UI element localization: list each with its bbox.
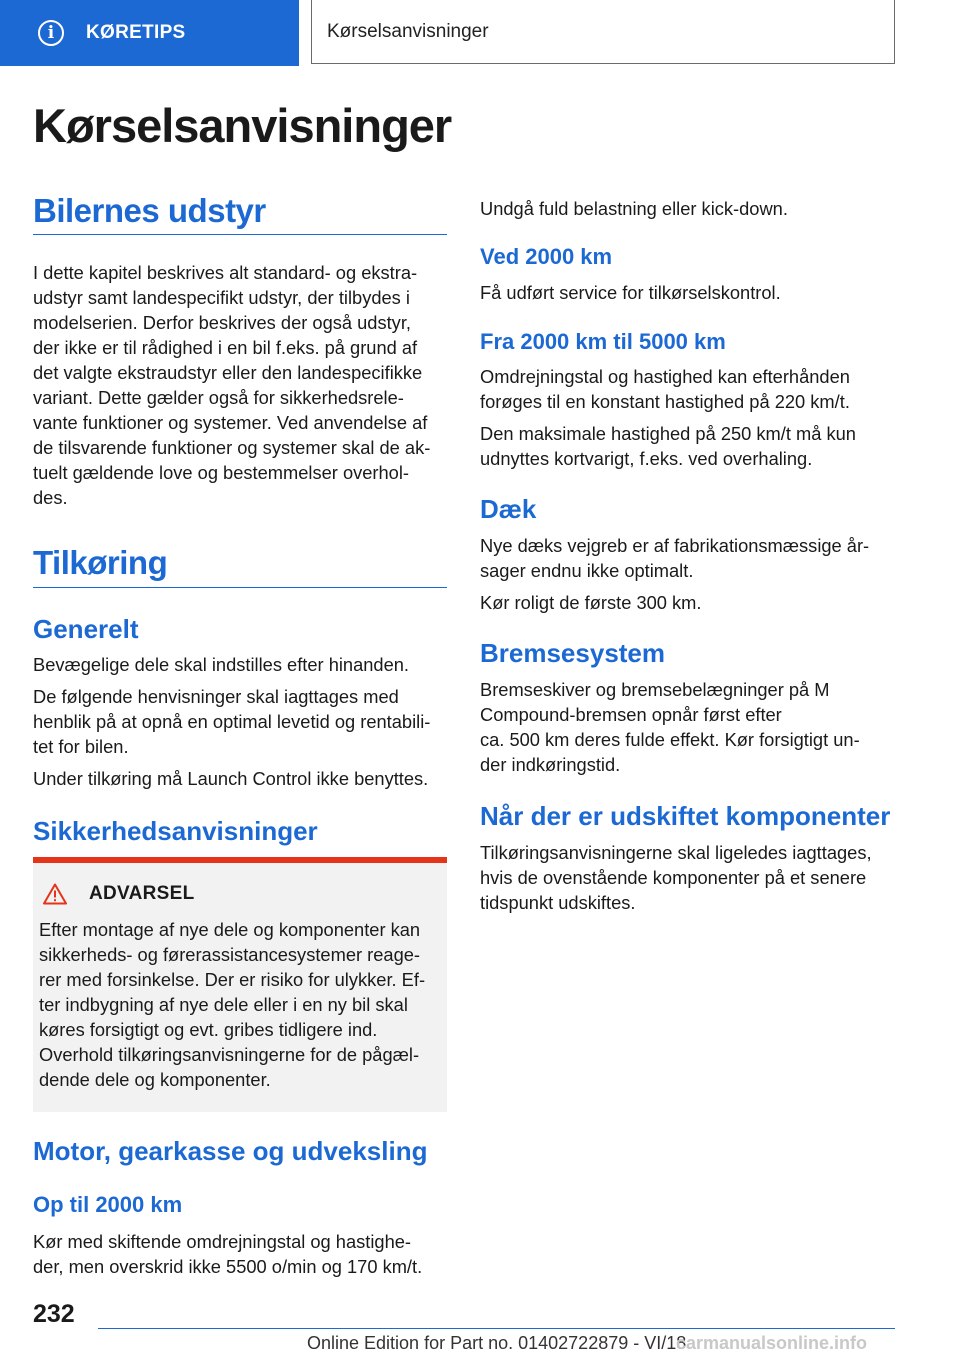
paragraph-bilernes-udstyr: I dette kapitel beskrives alt standard- og ekstra- udstyr samt landespecifikt udstyr, der tilbydes i modelserien. Derfor beskrives der også udstyr, der ikke er til rådighed i en bil f.eks. på grund af det valgte ekstraudstyr eller den landespecifikke variant. Dette gælder også for sikkerhedsrele- vante funktioner og systemer. Ved anvendelse af de tilsvarende funktioner og systemer skal de ak- tuelt gældende love og bestemmelser overhol- des.: [33, 262, 431, 508]
paragraph-op-til-2000: Kør med skiftende omdrejningstal og hastighe- der, men overskrid ikke 5500 o/min og 170 km/t.: [33, 1231, 423, 1277]
warning-label: ADVARSEL: [89, 883, 195, 904]
subsection-title-bremsesystem: Bremsesystem: [480, 638, 666, 668]
paragraph-generelt-1: Bevægelige dele skal indstilles efter hinanden.: [33, 654, 410, 675]
paragraph-kick-down: Undgå fuld belastning eller kick-down.: [480, 198, 788, 219]
subsection-title-daek: Dæk: [480, 494, 537, 524]
watermark-logo: carmanualsonline.info: [676, 1333, 868, 1353]
paragraph-daek-1: Nye dæks vejgreb er af fabrikationsmæssige år- sager endnu ikke optimalt.: [480, 535, 870, 581]
warning-triangle-icon: [43, 883, 67, 905]
paragraph-generelt-3: Under tilkøring må Launch Control ikke benyttes.: [33, 768, 429, 789]
paragraph-generelt-2: De følgende henvisninger skal iagttages med henblik på at opnå en optimal levetid og rentabili- tet for bilen.: [33, 686, 431, 757]
paragraph-ved-2000: Få udført service for tilkørselskontrol.: [480, 282, 781, 303]
section-rule: [33, 587, 447, 588]
edition-text: Online Edition for Part no. 01402722879 - VI/18: [307, 1333, 687, 1353]
subsection-title-motor: Motor, gearkasse og udveksling: [33, 1136, 428, 1166]
section-tab[interactable]: [0, 0, 299, 66]
paragraph-komponenter: Tilkøringsanvisningerne skal ligeledes iagttages, hvis de ovenstående komponenter på et senere tidspunkt udskiftes.: [480, 842, 872, 913]
section-title-tilkoring: Tilkøring: [33, 544, 168, 581]
info-icon: i: [38, 20, 64, 46]
subheading-fra-2000-til-5000: Fra 2000 km til 5000 km: [480, 329, 726, 354]
subheading-op-til-2000: Op til 2000 km: [33, 1192, 183, 1217]
warning-header: [43, 883, 195, 905]
page-header: [0, 0, 960, 66]
paragraph-fra-1: Omdrejningstal og hastighed kan efterhånden forøges til en konstant hastighed på 220 km/t.: [480, 366, 850, 412]
page-title: Kørselsanvisninger: [33, 99, 452, 152]
breadcrumb[interactable]: [311, 0, 895, 64]
subheading-ved-2000: Ved 2000 km: [480, 244, 613, 269]
subsection-title-sikkerhed: Sikkerhedsanvisninger: [33, 816, 318, 846]
warning-bar: [33, 857, 447, 863]
section-title-bilernes-udstyr: Bilernes udstyr: [33, 192, 266, 229]
paragraph-fra-2: Den maksimale hastighed på 250 km/t må kun udnyttes kortvarigt, f.eks. ved overhaling.: [480, 423, 856, 469]
section-tab-label: KØRETIPS: [86, 22, 186, 43]
subsection-title-generelt: Generelt: [33, 614, 139, 644]
section-rule: [33, 234, 447, 235]
warning-text: Efter montage af nye dele og komponenter kan sikkerheds- og førerassistancesystemer reage- rer med forsinkelse. Der er risiko for ulykker. Ef- ter indbygning af nye dele eller i en ny bil skal køres forsigtigt og evt. gribes tidligere ind. Overhold tilkøringsanvisningerne for de pågæl- dende dele og komponenter.: [39, 919, 426, 1090]
paragraph-daek-2: Kør roligt de første 300 km.: [480, 592, 702, 613]
subsection-title-komponenter: Når der er udskiftet komponenter: [480, 801, 891, 831]
paragraph-bremsesystem: Bremseskiver og bremsebelægninger på M Compound-bremsen opnår først efter ca. 500 km deres fulde effekt. Kør forsigtigt un- der indkøringstid.: [480, 679, 860, 775]
warning-box: [33, 857, 447, 1112]
page-number: 232: [33, 1300, 75, 1328]
breadcrumb-label: Kørselsanvisninger: [327, 20, 489, 42]
footer-rule: [98, 1328, 895, 1329]
